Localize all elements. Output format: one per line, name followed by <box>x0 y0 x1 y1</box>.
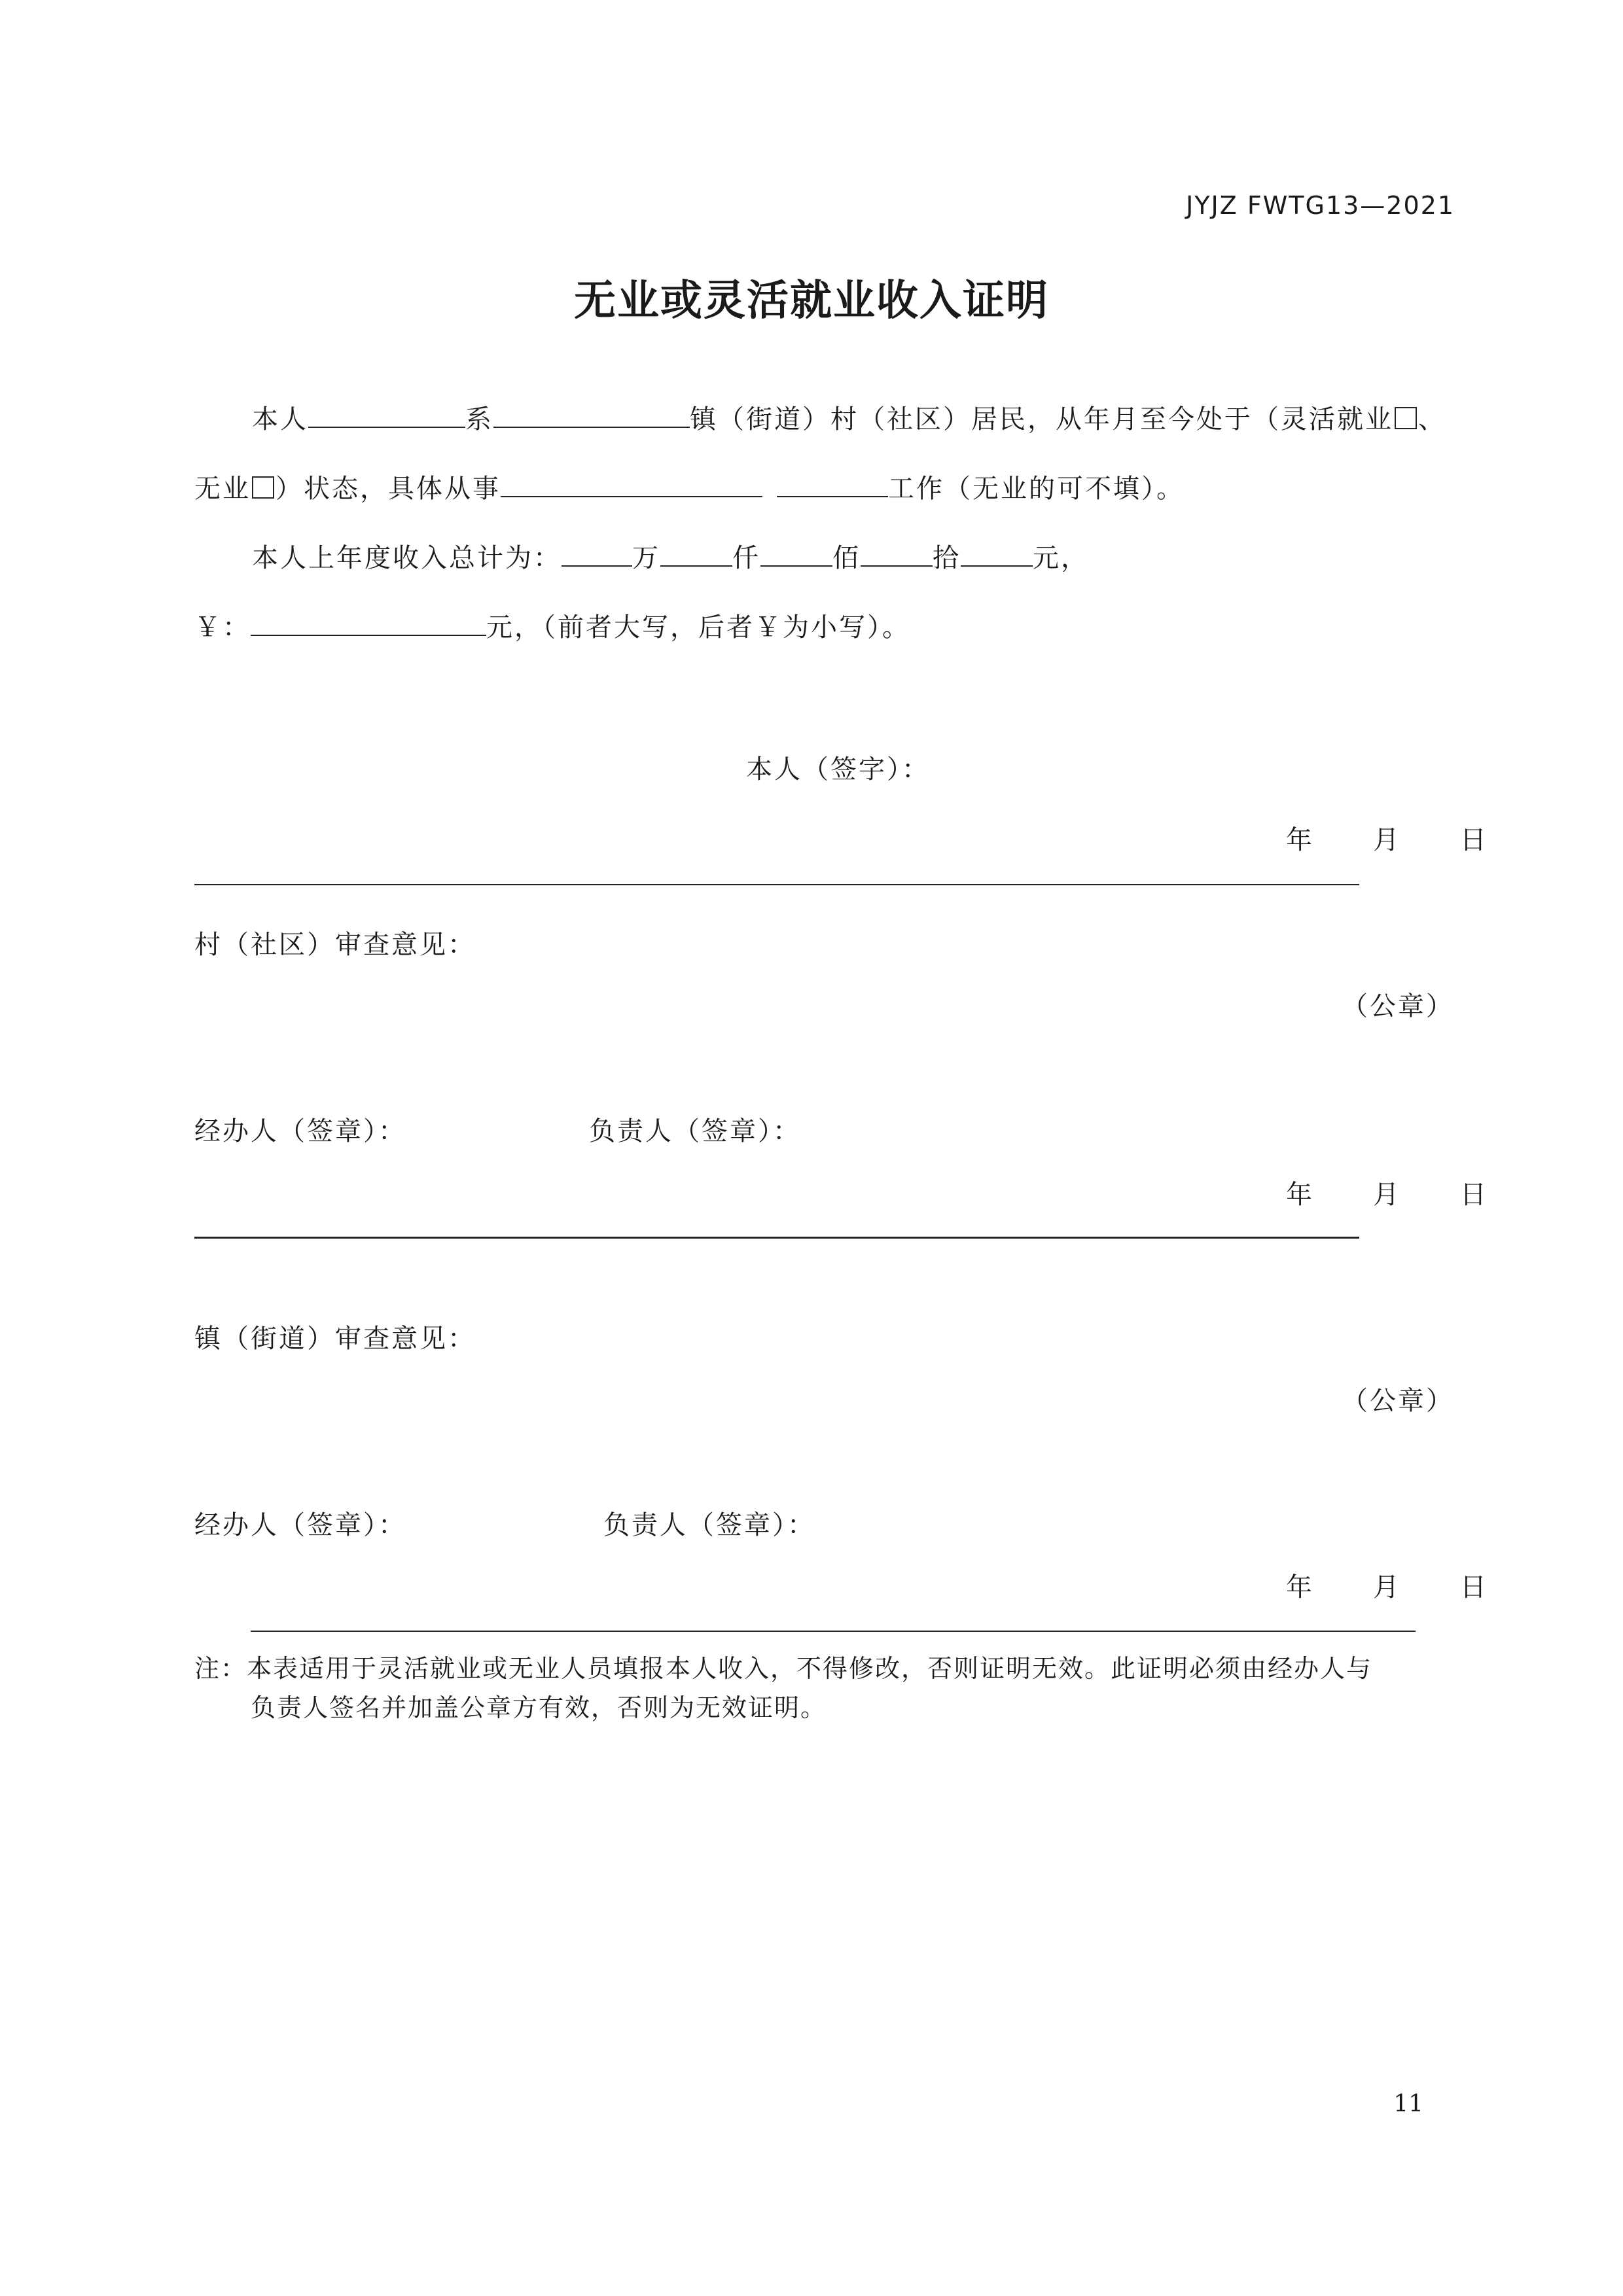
page-number: 11 <box>1393 2091 1423 2117</box>
village-review-heading: 村（社区）审查意见： <box>194 930 476 960</box>
wan-blank[interactable] <box>562 539 632 567</box>
shi-blank[interactable] <box>861 539 933 567</box>
name-blank[interactable] <box>308 400 465 428</box>
self-signature-label: 本人（签字）： <box>746 754 930 785</box>
town-leader-label: 负责人（签章）： <box>603 1510 815 1540</box>
qian-blank[interactable] <box>660 539 732 567</box>
work-blank-2[interactable] <box>777 470 888 497</box>
document-code: JYJZ FWTG13—2021 <box>1186 191 1455 220</box>
page-title: 无业或灵活就业收入证明 <box>574 277 1049 325</box>
date-2: 年 月 日 <box>1286 1180 1488 1210</box>
footnote-line-2: 负责人签名并加盖公章方有效，否则为无效证明。 <box>251 1693 827 1722</box>
work-blank-1[interactable] <box>501 470 762 497</box>
date-1: 年 月 日 <box>1286 825 1488 855</box>
divider-3 <box>251 1631 1416 1632</box>
flexible-employment-checkbox[interactable] <box>1395 407 1417 429</box>
village-leader-label: 负责人（签章）： <box>589 1116 801 1146</box>
declaration-line-1: 本人 系 镇（街道）村（社区）居民，从年月至今处于（灵活就业 、 <box>252 400 1446 436</box>
divider-2 <box>194 1237 1359 1239</box>
town-blank[interactable] <box>493 400 690 428</box>
declaration-line-4: ￥： 元，（前者大写，后者￥为小写）。 <box>194 609 910 645</box>
town-review-heading: 镇（街道）审查意见： <box>194 1324 476 1354</box>
unemployed-checkbox[interactable] <box>252 476 274 499</box>
footnote-line-1: 注：本表适用于灵活就业或无业人员填报本人收入，不得修改，否则证明无效。此证明必须由经办人与 <box>194 1654 1373 1683</box>
amount-lowercase-blank[interactable] <box>251 609 486 636</box>
divider-1 <box>194 884 1359 885</box>
town-seal-label: （公章） <box>1342 1386 1454 1416</box>
town-handler-label: 经办人（签章）： <box>194 1510 406 1540</box>
bai-blank[interactable] <box>760 539 832 567</box>
yuan-blank[interactable] <box>961 539 1033 567</box>
village-handler-label: 经办人（签章）： <box>194 1116 406 1146</box>
date-3: 年 月 日 <box>1286 1572 1488 1602</box>
declaration-line-2: 无业 ）状态，具体从事 工作（无业的可不填）。 <box>194 470 1185 506</box>
declaration-line-3: 本人上年度收入总计为： 万 仟 佰 拾 元， <box>252 539 1089 575</box>
village-seal-label: （公章） <box>1342 991 1454 1021</box>
footnote <box>194 1649 1457 1727</box>
